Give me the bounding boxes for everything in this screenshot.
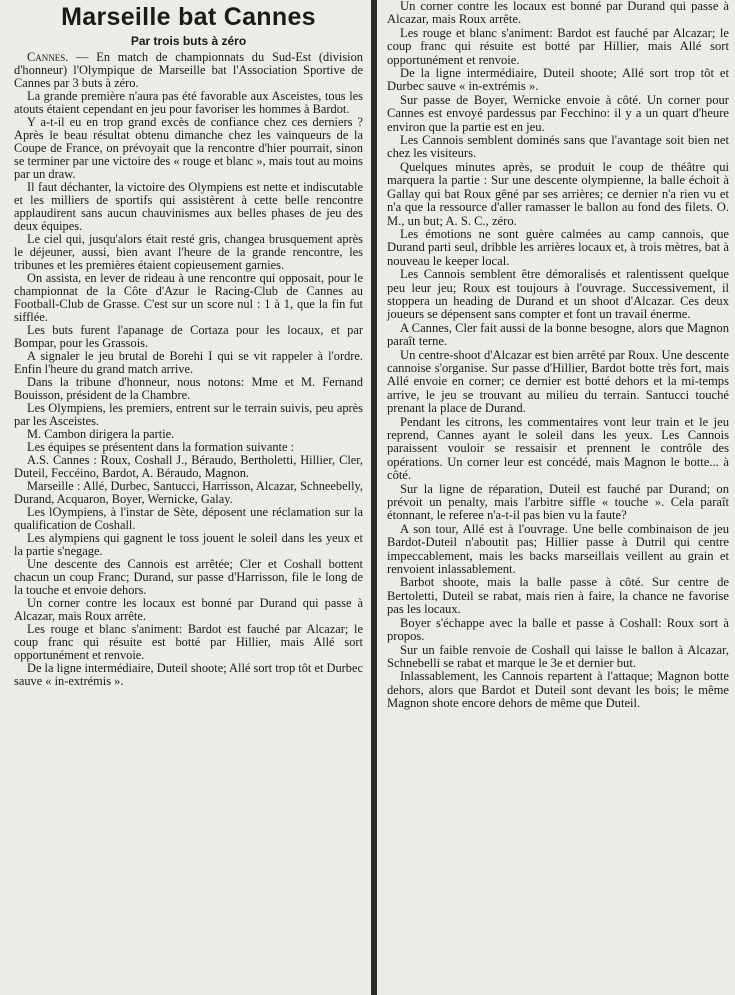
paragraph: M. Cambon dirigera la partie. <box>27 427 175 441</box>
paragraph: Les lOympiens, à l'instar de Sète, déposent une réclamation sur la qualification de Coshall. <box>14 505 363 532</box>
paragraph: Les rouge et blanc s'animent: Bardot est fauché par Alcazar; le coup franc qui résuite est botté par Hillier, mais Allé sort opportunément et renvoie. <box>14 622 363 662</box>
paragraph: Pendant les citrons, les commentaires vont leur train et le jeu reprend, Cannes ayant le soleil dans les yeux. Les Cannois paraissent vouloir se ressaisir et prennent le contrôle des opérations. Un corner leur est concédé, mais Magnon le botte... à côté. <box>387 414 729 483</box>
paragraph: Inlassablement, les Cannois repartent à l'attaque; Magnon botte dehors, alors que Bardot et Duteil sont devant les bois; le même Magnon shote encore dehors de même que Duteil. <box>387 669 729 711</box>
paragraph: De la ligne intermédiaire, Duteil shoote; Allé sort trop tôt et Durbec sauve « in-extrémis ». <box>14 661 363 688</box>
paragraph: A son tour, Allé est à l'ouvrage. Une belle combinaison de jeu Bardot-Duteil n'aboutit pas; Hillier passe à Dutril qui centre impeccablement, mais les backs marseillais veillent au grain et renvoient inlassablement. <box>387 521 729 577</box>
paragraph: Les émotions ne sont guère calmées au camp cannois, que Durand parti seul, dribble les arrières locaux et, à trois mètres, bat à nouveau le keeper local. <box>387 226 729 268</box>
paragraph: Boyer s'échappe avec la balle et passe à Coshall: Roux sort à propos. <box>387 615 729 644</box>
paragraph: Les Cannois semblent être démoralisés et ralentissent quelque peu leur jeu; Roux est toujours à l'ouvrage. Successivement, il stoppera un heading de Durand et un shoot d'Alcazar. Ces deux joueurs se dépensent sans compter et font un travail énerme. <box>387 267 729 322</box>
paragraph: Un centre-shoot d'Alcazar est bien arrêté par Roux. Une descente cannoise s'organise. Sur passe d'Hillier, Bardot botte très fort, mais Allé envoie en corner; ce dernier est botté dehors et la mi-temps arrive, le jeu se trouvant au milieu du terrain. Santucci touché prenant la place de Durand. <box>387 347 729 416</box>
paragraph: Marseille : Allé, Durbec, Santucci, Harrisson, Alcazar, Schneebelly, Durand, Acquaron, Boyer, Wernicke, Galay. <box>14 479 363 506</box>
paragraph: Un corner contre les locaux est bonné par Durand qui passe à Alcazar, mais Roux arrête. <box>14 596 363 623</box>
paragraph: Une descente des Cannois est arrêtée; Cler et Coshall bottent chacun un coup Franc; Durand, sur passe d'Harrisson, file le long de la touche et envoie dehors. <box>14 557 363 597</box>
article-title: Marseille bat Cannes <box>61 3 316 31</box>
paragraph: Les Cannois semblent dominés sans que l'avantage soit bien net chez les visiteurs. <box>387 133 729 161</box>
paragraph: Dans la tribune d'honneur, nous notons: Mme et M. Fernand Bouisson, président de la Chambre. <box>14 375 363 402</box>
paragraph: Quelques minutes après, se produit le coup de théâtre qui marquera la partie : Sur une descente olympienne, la balle échoit à Gallay qui bat Roux gêné par ses arrières; ce dernier n'a rien vu et n'a que la ressource d'aller ramasser le ballon au fond des filets. O. M., un but; A. S. C., zéro. <box>387 159 729 228</box>
left-column <box>0 0 371 688</box>
paragraph: Les Olympiens, les premiers, entrent sur le terrain suivis, peu après par les Asceistes. <box>14 401 363 428</box>
paragraph: Les rouge et blanc s'animent: Bardot est fauché par Alcazar; le coup franc qui résuite est botté par Hillier, mais Allé sort opportunément et renvoie. <box>387 25 729 67</box>
paragraph: Les alympiens qui gagnent le toss jouent le soleil dans les yeux et la partie s'negage. <box>14 531 363 558</box>
paragraph: Sur passe de Boyer, Wernicke envoie à côté. Un corner pour Cannes est envoyé pardessus par Fecchino: il y a un quart d'heure environ que la partie est en jeu. <box>387 92 729 134</box>
paragraph: Barbot shoote, mais la balle passe à côté. Sur centre de Bertoletti, Duteil se rabat, mais rien à faire, la chance ne favorise pas les locaux. <box>387 575 729 617</box>
paragraph: La grande première n'aura pas été favorable aux Asceistes, tous les atouts étaient cependant en jeu pour favoriser les hommes à Bardot. <box>14 89 363 116</box>
paragraph: Un corner contre les locaux est bonné par Durand qui passe à Alcazar, mais Roux arrête. <box>387 0 729 27</box>
article-subtitle: Par trois buts à zéro <box>130 34 247 48</box>
dateline: Cannes. <box>27 50 69 64</box>
lead-text: — En match de championnats du Sud-Est (division d'honneur) l'Olympique de Marseille bat l'Association Sportive de Cannes par 3 buts à zéro. <box>14 50 363 90</box>
paragraph: A.S. Cannes : Roux, Coshall J., Béraudo, Bertholetti, Hillier, Cler, Duteil, Feccéino, Bardot, A. Béraudo, Magnon. <box>14 453 363 480</box>
paragraph: Sur un faible renvoie de Coshall qui laisse le ballon à Alcazar, Schnebelli se rabat et marque le 3e et dernier but. <box>387 642 729 670</box>
paragraph: Le ciel qui, jusqu'alors était resté gris, changea brusquement après le déjeuner, aussi, bien avant l'heure de la grande rencontre, les tribunes et les premières étaient copieusement garnies. <box>14 232 363 272</box>
paragraph: A Cannes, Cler fait aussi de la bonne besogne, alors que Magnon paraît terne. <box>387 320 729 349</box>
paragraph: Les buts furent l'apanage de Cortaza pour les locaux, et par Bompar, pour les Grassois. <box>14 323 363 350</box>
paragraph: Y a-t-il eu en trop grand excès de confiance chez ces derniers ? Après le beau résultat obtenu dimanche chez les vainqueurs de la Coupe de France, on prévoyait que la rencontre d'hier pourrait, sinon se terminer par une victoire des « rouge et blanc », mais tout au moins par un draw. <box>14 115 363 181</box>
paragraph: A signaler le jeu brutal de Borehi I qui se vit rappeler à l'ordre. Enfin l'heure du grand match arrive. <box>14 349 363 376</box>
paragraph: On assista, en lever de rideau à une rencontre qui opposait, pour le championnat de la Côte d'Azur le Racing-Club de Cannes au Football-Club de Grasse. C'est sur un score nul : 1 à 1, que la fin fut sifflée. <box>14 271 363 324</box>
paragraph: Les équipes se présentent dans la formation suivante : <box>27 440 295 454</box>
lead-paragraph <box>14 51 363 90</box>
right-column <box>377 0 735 711</box>
paragraph: De la ligne intermédiaire, Duteil shoote; Allé sort trop tôt et Durbec sauve « in-extrémis ». <box>387 66 729 94</box>
paragraph: Sur la ligne de réparation, Duteil est fauché par Durand; on prévoit un penalty, mais l'arbitre siffle « touche ». Cela paraît étonnant, le referee n'a-t-il pas bien vu la faute? <box>387 481 729 523</box>
paragraph: Il faut déchanter, la victoire des Olympiens est nette et indiscutable et les milliers de sportifs qui assistèrent à cette belle rencontre applaudirent sans aucun chauvinismes aux belles phases de jeu des deux équipes. <box>14 180 363 233</box>
